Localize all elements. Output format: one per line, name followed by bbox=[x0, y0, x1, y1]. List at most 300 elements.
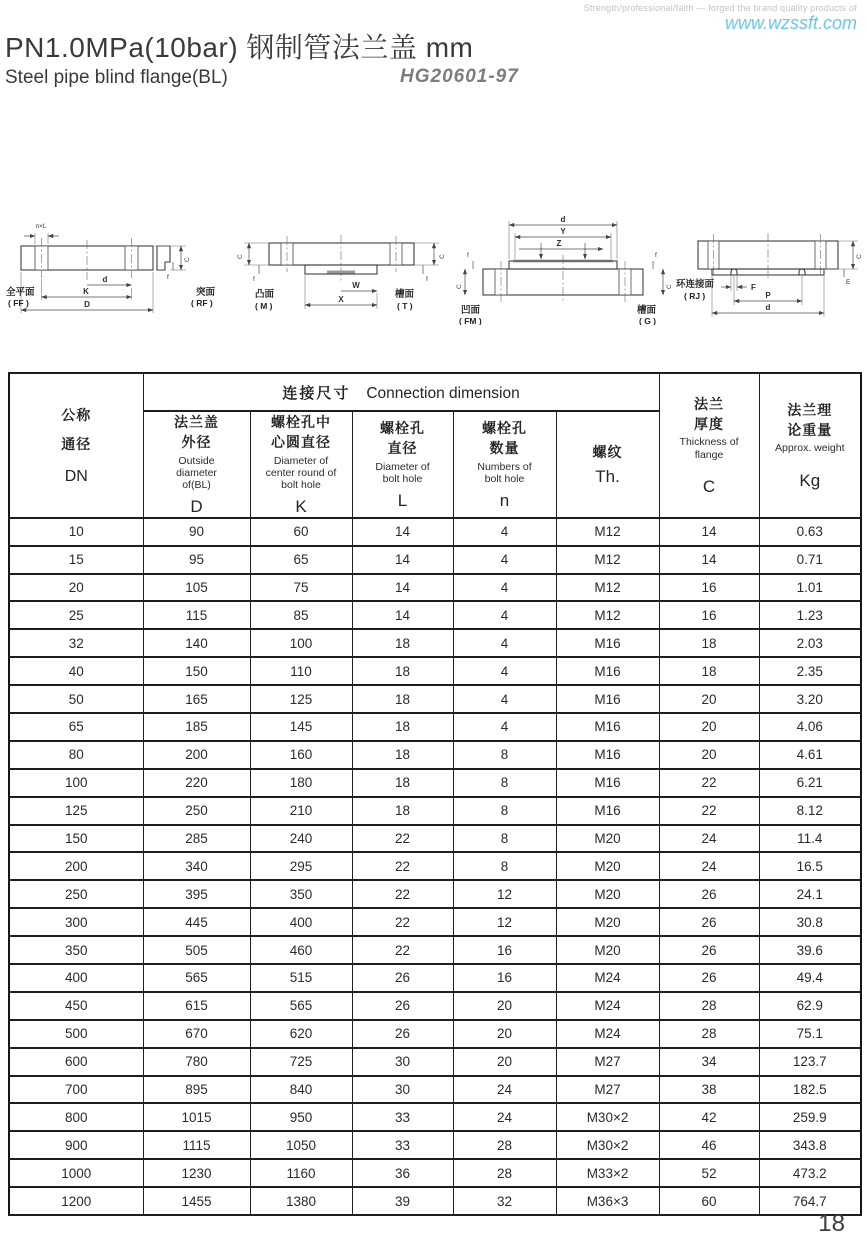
cell-bolt-circle: 1160 bbox=[250, 1159, 352, 1187]
face-label-ff-zh: 全平面 bbox=[6, 287, 35, 298]
cell-thread: M16 bbox=[556, 741, 659, 769]
cell-dn: 40 bbox=[9, 657, 143, 685]
cell-dn: 200 bbox=[9, 852, 143, 880]
dim-label-w: W bbox=[352, 281, 360, 290]
cell-outside-diameter: 895 bbox=[143, 1076, 250, 1104]
cell-weight: 123.7 bbox=[759, 1048, 861, 1076]
cell-dn: 50 bbox=[9, 685, 143, 713]
cell-dn: 800 bbox=[9, 1103, 143, 1131]
cell-thread: M27 bbox=[556, 1048, 659, 1076]
cell-weight: 39.6 bbox=[759, 936, 861, 964]
cell-bolt-hole-diameter: 22 bbox=[352, 908, 453, 936]
dim-label-z: Z bbox=[556, 239, 562, 248]
dim-label-f-right: f bbox=[655, 252, 657, 259]
col-header-c-zh1: 法兰 bbox=[694, 395, 725, 412]
face-label-rf-code: ( RF ) bbox=[191, 298, 213, 308]
cell-weight: 0.71 bbox=[759, 546, 861, 574]
table-row bbox=[9, 685, 861, 713]
cell-thread: M12 bbox=[556, 546, 659, 574]
cell-dn: 125 bbox=[9, 797, 143, 825]
cell-bolt-hole-count: 8 bbox=[453, 852, 556, 880]
col-header-dn bbox=[9, 373, 143, 518]
cell-bolt-hole-count: 8 bbox=[453, 797, 556, 825]
col-header-l bbox=[352, 411, 453, 518]
cell-bolt-circle: 110 bbox=[250, 657, 352, 685]
table-row bbox=[9, 964, 861, 992]
cell-thread: M20 bbox=[556, 880, 659, 908]
cell-bolt-hole-count: 4 bbox=[453, 601, 556, 629]
page-subtitle: Steel pipe blind flange(BL) bbox=[5, 67, 228, 88]
group-header-en: Connection dimension bbox=[366, 384, 520, 402]
cell-outside-diameter: 250 bbox=[143, 797, 250, 825]
dim-label-k: K bbox=[83, 287, 89, 296]
cell-weight: 473.2 bbox=[759, 1159, 861, 1187]
cell-bolt-hole-diameter: 22 bbox=[352, 825, 453, 853]
cell-thickness: 24 bbox=[659, 852, 759, 880]
cell-dn: 900 bbox=[9, 1131, 143, 1159]
col-header-d-zh1: 法兰盖 bbox=[174, 414, 219, 430]
cell-bolt-circle: 75 bbox=[250, 574, 352, 602]
cell-outside-diameter: 395 bbox=[143, 880, 250, 908]
face-label-rj-code: ( RJ ) bbox=[684, 291, 706, 301]
face-label-ff-code: ( FF ) bbox=[8, 298, 29, 308]
cell-bolt-circle: 1050 bbox=[250, 1131, 352, 1159]
table-row bbox=[9, 1131, 861, 1159]
dim-label-c: C bbox=[856, 254, 863, 259]
cell-outside-diameter: 115 bbox=[143, 601, 250, 629]
cell-bolt-hole-count: 4 bbox=[453, 685, 556, 713]
cell-bolt-hole-diameter: 14 bbox=[352, 601, 453, 629]
cell-thickness: 22 bbox=[659, 769, 759, 797]
col-header-n bbox=[453, 411, 556, 518]
cell-thread: M16 bbox=[556, 713, 659, 741]
cell-bolt-hole-diameter: 18 bbox=[352, 713, 453, 741]
cell-bolt-hole-count: 16 bbox=[453, 936, 556, 964]
dim-label-f-right: f bbox=[426, 276, 428, 283]
cell-weight: 1.01 bbox=[759, 574, 861, 602]
cell-thickness: 28 bbox=[659, 992, 759, 1020]
dim-label-c-right: C bbox=[439, 254, 446, 259]
cell-outside-diameter: 1455 bbox=[143, 1187, 250, 1215]
cell-thread: M20 bbox=[556, 852, 659, 880]
cell-outside-diameter: 340 bbox=[143, 852, 250, 880]
cell-bolt-hole-count: 4 bbox=[453, 574, 556, 602]
col-header-th bbox=[556, 411, 659, 518]
cell-bolt-hole-count: 12 bbox=[453, 908, 556, 936]
face-label-m-zh: 凸面 bbox=[255, 289, 275, 300]
cell-thickness: 26 bbox=[659, 908, 759, 936]
cell-thickness: 28 bbox=[659, 1020, 759, 1048]
cell-weight: 2.03 bbox=[759, 629, 861, 657]
cell-thickness: 38 bbox=[659, 1076, 759, 1104]
col-header-k-code: K bbox=[295, 496, 307, 516]
cell-weight: 182.5 bbox=[759, 1076, 861, 1104]
group-header-zh: 连接尺寸 bbox=[282, 384, 351, 402]
cell-thread: M16 bbox=[556, 629, 659, 657]
dim-label-y: Y bbox=[560, 227, 566, 236]
cell-bolt-hole-diameter: 14 bbox=[352, 574, 453, 602]
cell-bolt-hole-count: 4 bbox=[453, 657, 556, 685]
cell-bolt-hole-diameter: 22 bbox=[352, 880, 453, 908]
cell-weight: 75.1 bbox=[759, 1020, 861, 1048]
cell-bolt-hole-count: 20 bbox=[453, 992, 556, 1020]
cell-bolt-hole-diameter: 39 bbox=[352, 1187, 453, 1215]
cell-thread: M27 bbox=[556, 1076, 659, 1104]
cell-thickness: 26 bbox=[659, 936, 759, 964]
table-row bbox=[9, 880, 861, 908]
table-row bbox=[9, 713, 861, 741]
cell-weight: 4.06 bbox=[759, 713, 861, 741]
col-header-n-en: Numbers of bolt hole bbox=[477, 460, 532, 486]
col-header-th-code: Th. bbox=[595, 467, 620, 486]
cell-dn: 80 bbox=[9, 741, 143, 769]
table-row bbox=[9, 1103, 861, 1131]
cell-outside-diameter: 285 bbox=[143, 825, 250, 853]
table-row bbox=[9, 657, 861, 685]
col-header-kg-code: Kg bbox=[799, 470, 821, 490]
table-row bbox=[9, 629, 861, 657]
cell-bolt-circle: 60 bbox=[250, 518, 352, 546]
col-header-c bbox=[659, 373, 759, 518]
cell-bolt-hole-count: 12 bbox=[453, 880, 556, 908]
cell-bolt-circle: 460 bbox=[250, 936, 352, 964]
dim-label-x: X bbox=[338, 295, 344, 304]
cell-bolt-circle: 620 bbox=[250, 1020, 352, 1048]
cell-bolt-hole-count: 4 bbox=[453, 518, 556, 546]
table-row bbox=[9, 936, 861, 964]
col-header-k-zh1: 螺栓孔中 bbox=[271, 414, 331, 430]
col-header-c-zh2: 厚度 bbox=[694, 415, 725, 432]
cell-outside-diameter: 140 bbox=[143, 629, 250, 657]
cell-bolt-hole-count: 8 bbox=[453, 825, 556, 853]
dim-label-nxl: n×L bbox=[35, 223, 47, 230]
cell-weight: 259.9 bbox=[759, 1103, 861, 1131]
cell-weight: 49.4 bbox=[759, 964, 861, 992]
cell-bolt-circle: 145 bbox=[250, 713, 352, 741]
cell-thickness: 16 bbox=[659, 574, 759, 602]
cell-outside-diameter: 220 bbox=[143, 769, 250, 797]
cell-thread: M12 bbox=[556, 574, 659, 602]
face-label-rj-zh: 环连接面 bbox=[676, 279, 715, 290]
cell-weight: 3.20 bbox=[759, 685, 861, 713]
flange-drawing-ff-rf bbox=[5, 213, 227, 325]
cell-thread: M16 bbox=[556, 685, 659, 713]
cell-thread: M20 bbox=[556, 825, 659, 853]
table-row bbox=[9, 908, 861, 936]
dim-label-c-left: C bbox=[237, 254, 244, 259]
cell-thickness: 18 bbox=[659, 629, 759, 657]
cell-bolt-circle: 950 bbox=[250, 1103, 352, 1131]
cell-bolt-hole-diameter: 26 bbox=[352, 964, 453, 992]
dim-label-c-left: C bbox=[456, 284, 463, 289]
cell-thickness: 18 bbox=[659, 657, 759, 685]
spec-table-container bbox=[8, 372, 860, 1216]
dim-label-d: d bbox=[560, 215, 566, 224]
cell-thickness: 60 bbox=[659, 1187, 759, 1215]
cell-dn: 350 bbox=[9, 936, 143, 964]
cell-thickness: 14 bbox=[659, 518, 759, 546]
table-row bbox=[9, 1048, 861, 1076]
cell-dn: 250 bbox=[9, 880, 143, 908]
cell-bolt-circle: 65 bbox=[250, 546, 352, 574]
cell-dn: 20 bbox=[9, 574, 143, 602]
col-header-dn-zh2: 通径 bbox=[61, 436, 92, 453]
cell-dn: 450 bbox=[9, 992, 143, 1020]
cell-outside-diameter: 185 bbox=[143, 713, 250, 741]
cell-bolt-circle: 1380 bbox=[250, 1187, 352, 1215]
table-row bbox=[9, 852, 861, 880]
cell-outside-diameter: 565 bbox=[143, 964, 250, 992]
cell-bolt-hole-diameter: 26 bbox=[352, 992, 453, 1020]
cell-bolt-hole-diameter: 14 bbox=[352, 518, 453, 546]
cell-bolt-circle: 725 bbox=[250, 1048, 352, 1076]
cell-weight: 1.23 bbox=[759, 601, 861, 629]
col-header-kg-zh2: 论重量 bbox=[787, 422, 833, 439]
cell-weight: 0.63 bbox=[759, 518, 861, 546]
cell-dn: 300 bbox=[9, 908, 143, 936]
cell-bolt-circle: 125 bbox=[250, 685, 352, 713]
cell-bolt-hole-diameter: 30 bbox=[352, 1076, 453, 1104]
col-header-d-code: D bbox=[190, 496, 203, 516]
cell-bolt-hole-diameter: 22 bbox=[352, 852, 453, 880]
cell-dn: 32 bbox=[9, 629, 143, 657]
cell-bolt-hole-count: 24 bbox=[453, 1103, 556, 1131]
col-header-n-zh1: 螺栓孔 bbox=[482, 420, 527, 437]
table-row bbox=[9, 825, 861, 853]
table-row bbox=[9, 769, 861, 797]
cell-thread: M16 bbox=[556, 657, 659, 685]
cell-dn: 1200 bbox=[9, 1187, 143, 1215]
flange-drawing-rj bbox=[676, 213, 864, 325]
dim-label-f: f bbox=[167, 274, 169, 281]
face-label-m-code: ( M ) bbox=[255, 301, 273, 311]
table-row bbox=[9, 546, 861, 574]
cell-bolt-circle: 85 bbox=[250, 601, 352, 629]
cell-weight: 2.35 bbox=[759, 657, 861, 685]
flange-drawing-m-t bbox=[229, 213, 454, 325]
cell-bolt-circle: 180 bbox=[250, 769, 352, 797]
face-label-fm-zh: 凹面 bbox=[461, 305, 481, 316]
cell-bolt-hole-diameter: 33 bbox=[352, 1131, 453, 1159]
cell-bolt-circle: 160 bbox=[250, 741, 352, 769]
cell-bolt-circle: 210 bbox=[250, 797, 352, 825]
col-header-l-zh2: 直径 bbox=[387, 440, 418, 457]
cell-bolt-circle: 565 bbox=[250, 992, 352, 1020]
cell-outside-diameter: 105 bbox=[143, 574, 250, 602]
cell-thickness: 26 bbox=[659, 880, 759, 908]
face-label-rf-zh: 突面 bbox=[196, 287, 216, 298]
cell-bolt-hole-count: 20 bbox=[453, 1048, 556, 1076]
cell-bolt-circle: 515 bbox=[250, 964, 352, 992]
cell-thickness: 20 bbox=[659, 741, 759, 769]
website-url: www.wzssft.com bbox=[724, 13, 857, 33]
cell-thread: M30×2 bbox=[556, 1131, 659, 1159]
cell-outside-diameter: 1230 bbox=[143, 1159, 250, 1187]
cell-outside-diameter: 200 bbox=[143, 741, 250, 769]
cell-thickness: 42 bbox=[659, 1103, 759, 1131]
page-title: PN1.0MPa(10bar) 钢制管法兰盖 mm bbox=[5, 32, 474, 63]
cell-thread: M16 bbox=[556, 769, 659, 797]
dim-label-e: E bbox=[846, 279, 851, 286]
cell-weight: 8.12 bbox=[759, 797, 861, 825]
cell-weight: 62.9 bbox=[759, 992, 861, 1020]
cell-outside-diameter: 95 bbox=[143, 546, 250, 574]
cell-dn: 150 bbox=[9, 825, 143, 853]
cell-bolt-hole-count: 8 bbox=[453, 769, 556, 797]
face-label-t-code: ( T ) bbox=[397, 301, 413, 311]
table-body bbox=[9, 518, 861, 1215]
cell-thickness: 26 bbox=[659, 964, 759, 992]
col-header-c-code: C bbox=[702, 477, 716, 497]
cell-bolt-hole-count: 28 bbox=[453, 1159, 556, 1187]
cell-thread: M20 bbox=[556, 908, 659, 936]
cell-bolt-hole-diameter: 14 bbox=[352, 546, 453, 574]
cell-thickness: 20 bbox=[659, 713, 759, 741]
col-header-kg-zh1: 法兰理 bbox=[787, 401, 833, 418]
cell-thread: M24 bbox=[556, 1020, 659, 1048]
col-header-n-code: n bbox=[499, 490, 510, 510]
cell-outside-diameter: 670 bbox=[143, 1020, 250, 1048]
cell-bolt-hole-diameter: 18 bbox=[352, 685, 453, 713]
table-row bbox=[9, 741, 861, 769]
cell-bolt-hole-count: 8 bbox=[453, 741, 556, 769]
cell-thread: M36×3 bbox=[556, 1187, 659, 1215]
col-header-kg bbox=[759, 373, 861, 518]
cell-thickness: 20 bbox=[659, 685, 759, 713]
face-label-g-code: ( G ) bbox=[639, 316, 656, 325]
spec-table bbox=[8, 372, 862, 1216]
col-header-l-en: Diameter of bolt hole bbox=[375, 460, 430, 486]
cell-bolt-circle: 840 bbox=[250, 1076, 352, 1104]
dim-label-d: d bbox=[102, 275, 108, 284]
cell-dn: 500 bbox=[9, 1020, 143, 1048]
col-header-k-zh2: 心圆直径 bbox=[271, 434, 331, 451]
col-header-k-en: Diameter of center round of bolt hole bbox=[265, 454, 337, 492]
cell-bolt-circle: 100 bbox=[250, 629, 352, 657]
cell-weight: 764.7 bbox=[759, 1187, 861, 1215]
cell-thread: M24 bbox=[556, 964, 659, 992]
face-label-t-zh: 槽面 bbox=[395, 289, 415, 300]
cell-bolt-hole-diameter: 18 bbox=[352, 629, 453, 657]
col-header-dn-zh1: 公称 bbox=[61, 407, 92, 424]
col-header-n-zh2: 数量 bbox=[489, 440, 520, 457]
cell-bolt-hole-diameter: 33 bbox=[352, 1103, 453, 1131]
col-header-k bbox=[250, 411, 352, 518]
cell-weight: 16.5 bbox=[759, 852, 861, 880]
table-row bbox=[9, 601, 861, 629]
cell-thread: M30×2 bbox=[556, 1103, 659, 1131]
dim-label-d: d bbox=[765, 303, 771, 312]
cell-outside-diameter: 615 bbox=[143, 992, 250, 1020]
cell-bolt-hole-count: 16 bbox=[453, 964, 556, 992]
col-header-c-en: Thickness of flange bbox=[679, 436, 739, 461]
cell-outside-diameter: 165 bbox=[143, 685, 250, 713]
cell-thickness: 22 bbox=[659, 797, 759, 825]
cell-outside-diameter: 1015 bbox=[143, 1103, 250, 1131]
cell-bolt-hole-diameter: 18 bbox=[352, 769, 453, 797]
cell-thread: M33×2 bbox=[556, 1159, 659, 1187]
brand-tagline: Strength/professional/faith — forged the brand quality products of bbox=[583, 3, 857, 13]
table-row bbox=[9, 518, 861, 546]
standard-code: HG20601-97 bbox=[400, 66, 519, 87]
dim-label-c: C bbox=[184, 257, 191, 262]
cell-thickness: 46 bbox=[659, 1131, 759, 1159]
face-label-g-zh: 槽面 bbox=[637, 305, 657, 316]
cell-weight: 4.61 bbox=[759, 741, 861, 769]
table-row bbox=[9, 1187, 861, 1215]
cell-bolt-hole-count: 20 bbox=[453, 1020, 556, 1048]
dim-label-f-left: f bbox=[253, 276, 255, 283]
face-label-fm-code: ( FM ) bbox=[459, 316, 482, 325]
table-row bbox=[9, 1020, 861, 1048]
col-header-dn-code: DN bbox=[64, 467, 88, 485]
dim-label-f-left: f bbox=[467, 252, 469, 259]
table-row bbox=[9, 1076, 861, 1104]
cell-weight: 24.1 bbox=[759, 880, 861, 908]
cell-bolt-hole-diameter: 22 bbox=[352, 936, 453, 964]
col-header-d-zh2: 外径 bbox=[181, 434, 212, 451]
cell-bolt-hole-diameter: 36 bbox=[352, 1159, 453, 1187]
cell-bolt-hole-count: 4 bbox=[453, 713, 556, 741]
col-header-l-zh1: 螺栓孔 bbox=[380, 420, 425, 437]
col-header-l-code: L bbox=[397, 490, 408, 510]
cell-weight: 11.4 bbox=[759, 825, 861, 853]
cell-dn: 600 bbox=[9, 1048, 143, 1076]
dim-label-dd: D bbox=[84, 300, 90, 309]
cell-outside-diameter: 445 bbox=[143, 908, 250, 936]
table-row bbox=[9, 992, 861, 1020]
cell-dn: 15 bbox=[9, 546, 143, 574]
cell-bolt-hole-count: 24 bbox=[453, 1076, 556, 1104]
cell-bolt-hole-count: 4 bbox=[453, 629, 556, 657]
cell-bolt-circle: 400 bbox=[250, 908, 352, 936]
cell-bolt-circle: 350 bbox=[250, 880, 352, 908]
cell-thickness: 52 bbox=[659, 1159, 759, 1187]
dim-label-c-right: C bbox=[666, 284, 673, 289]
cell-dn: 1000 bbox=[9, 1159, 143, 1187]
group-header-connection-dimension bbox=[143, 373, 659, 411]
cell-dn: 400 bbox=[9, 964, 143, 992]
table-row bbox=[9, 1159, 861, 1187]
cell-weight: 6.21 bbox=[759, 769, 861, 797]
cell-thread: M12 bbox=[556, 518, 659, 546]
cell-bolt-hole-count: 4 bbox=[453, 546, 556, 574]
cell-thickness: 24 bbox=[659, 825, 759, 853]
cell-dn: 65 bbox=[9, 713, 143, 741]
page-number: 18 bbox=[818, 1210, 845, 1237]
table-row bbox=[9, 574, 861, 602]
cell-outside-diameter: 150 bbox=[143, 657, 250, 685]
cell-bolt-circle: 295 bbox=[250, 852, 352, 880]
cell-outside-diameter: 505 bbox=[143, 936, 250, 964]
cell-bolt-circle: 240 bbox=[250, 825, 352, 853]
dim-label-p: P bbox=[765, 291, 771, 300]
table-row bbox=[9, 797, 861, 825]
cell-thickness: 34 bbox=[659, 1048, 759, 1076]
flange-drawing-fm-g bbox=[455, 205, 673, 325]
cell-thread: M24 bbox=[556, 992, 659, 1020]
cell-thickness: 14 bbox=[659, 546, 759, 574]
cell-dn: 10 bbox=[9, 518, 143, 546]
cell-outside-diameter: 1115 bbox=[143, 1131, 250, 1159]
cell-bolt-hole-diameter: 30 bbox=[352, 1048, 453, 1076]
cell-bolt-hole-diameter: 26 bbox=[352, 1020, 453, 1048]
col-header-d-en: Outside diameter of(BL) bbox=[176, 454, 217, 492]
cell-bolt-hole-count: 32 bbox=[453, 1187, 556, 1215]
cell-thread: M12 bbox=[556, 601, 659, 629]
cell-thickness: 16 bbox=[659, 601, 759, 629]
cell-outside-diameter: 90 bbox=[143, 518, 250, 546]
